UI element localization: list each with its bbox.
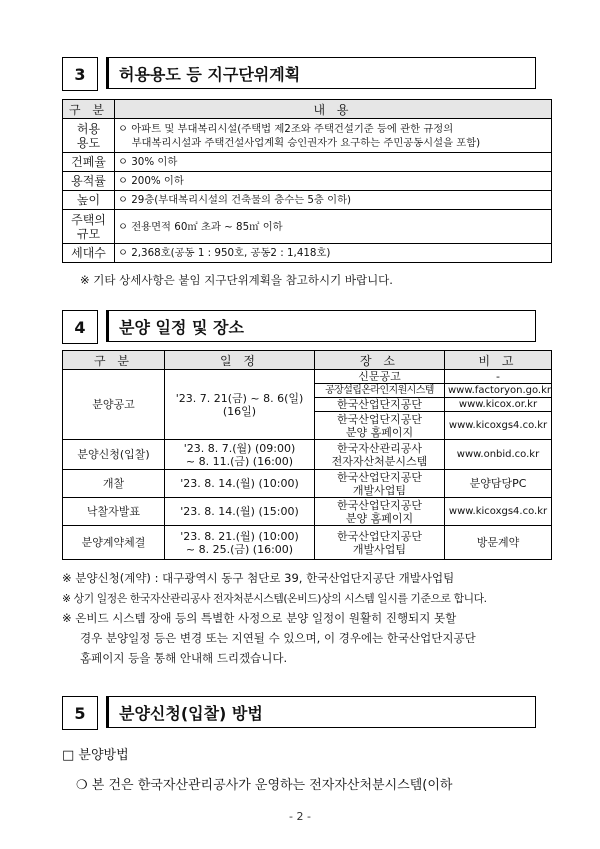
row-label: 용적률 (63, 172, 115, 191)
row-content: ㅇ 아파트 및 부대복리시설(주택법 제2조와 주택건설기준 등에 관한 규정의 부대복리시설과 주택건설사업계획 승인권자가 요구하는 주민공동시설을 포함) (115, 119, 552, 153)
subheading: □ 분양방법 (62, 748, 129, 763)
table-header-row (63, 100, 552, 119)
row-label: 분양계약체결 (63, 526, 165, 560)
row-content: ㅇ 29층(부대복리시설의 건축물의 층수는 5층 이하) (115, 191, 552, 210)
header-place: 장 소 (315, 351, 445, 370)
header-note: 비 고 (445, 351, 552, 370)
section-title: 분양신청(입찰) 방법 (106, 696, 536, 728)
row-label: 주택의 규모 (63, 210, 115, 244)
row-place: 한국산업단지공단 분양 홈페이지 (315, 498, 445, 526)
schedule-note: ※ 상기 일정은 한국자산관리공사 전자처분시스템(온비드)상의 시스템 일시를 기준으로 합니다. (62, 592, 487, 605)
row-label: 세대수 (63, 244, 115, 263)
section-title: 분양 일정 및 장소 (106, 310, 536, 342)
section-3-note: ※ 기타 상세사항은 붙임 지구단위계획을 참고하시기 바랍니다. (80, 273, 393, 287)
section-4-header (62, 310, 536, 344)
table-row (63, 498, 552, 526)
schedule-note: ※ 온비드 시스템 장애 등의 특별한 사정으로 분양 일정이 원활히 진행되지 못할 (62, 611, 457, 625)
header-content: 내 용 (115, 100, 552, 119)
schedule-note: 홈페이지 등을 통해 안내해 드리겠습니다. (80, 651, 288, 665)
section-number: 4 (62, 310, 98, 344)
table-row (63, 470, 552, 498)
table-row (63, 191, 552, 210)
header-schedule: 일 정 (165, 351, 315, 370)
row-date: '23. 8. 14.(월) (15:00) (165, 498, 315, 526)
row-note: www.factoryon.go.kr (445, 384, 552, 398)
row-label: 높이 (63, 191, 115, 210)
table-row (63, 244, 552, 263)
row-place: 공장설립온라인지원시스템 (315, 384, 445, 398)
land-use-table (62, 99, 552, 263)
row-note: 방문계약 (445, 526, 552, 560)
table-row (63, 440, 552, 470)
section-5-header (62, 696, 536, 730)
row-label: 개찰 (63, 470, 165, 498)
table-row (63, 210, 552, 244)
row-date: '23. 7. 21(금) ~ 8. 6(일) (16일) (165, 370, 315, 440)
table-header-row (63, 351, 552, 370)
section-number: 5 (62, 696, 98, 730)
row-content: ㅇ 200% 이하 (115, 172, 552, 191)
row-place: 한국산업단지공단 (315, 398, 445, 412)
section-number: 3 (62, 57, 98, 91)
body-line: ❍ 본 건은 한국자산관리공사가 운영하는 전자자산처분시스템(이하 (76, 778, 453, 793)
row-label: 허용 용도 (63, 119, 115, 153)
row-note: - (445, 370, 552, 384)
row-note: www.kicoxgs4.co.kr (445, 498, 552, 526)
row-label: 분양신청(입찰) (63, 440, 165, 470)
table-row (63, 172, 552, 191)
page-number: - 2 - (289, 810, 311, 823)
row-note: 분양담당PC (445, 470, 552, 498)
row-content: ㅇ 2,368호(공동 1 : 950호, 공동2 : 1,418호) (115, 244, 552, 263)
row-content: ㅇ 30% 이하 (115, 153, 552, 172)
row-date: '23. 8. 7.(월) (09:00) ~ 8. 11.(금) (16:00) (165, 440, 315, 470)
row-place: 한국자산관리공사 전자자산처분시스템 (315, 440, 445, 470)
row-date: '23. 8. 21.(월) (10:00) ~ 8. 25.(금) (16:00) (165, 526, 315, 560)
row-place: 한국산업단지공단 개발사업팀 (315, 526, 445, 560)
schedule-note: 경우 분양일정 등은 변경 또는 지연될 수 있으며, 이 경우에는 한국산업단지공단 (80, 631, 476, 645)
row-label: 낙찰자발표 (63, 498, 165, 526)
row-date: '23. 8. 14.(월) (10:00) (165, 470, 315, 498)
row-note: www.kicox.or.kr (445, 398, 552, 412)
row-place: 한국산업단지공단 개발사업팀 (315, 470, 445, 498)
section-title: 허용용도 등 지구단위계획 (106, 57, 536, 89)
table-row (63, 153, 552, 172)
schedule-note: ※ 분양신청(계약) : 대구광역시 동구 첨단로 39, 한국산업단지공단 개발사업팀 (62, 571, 455, 585)
table-row (63, 119, 552, 153)
table-row (63, 526, 552, 560)
row-label: 분양공고 (63, 370, 165, 440)
row-note: www.onbid.co.kr (445, 440, 552, 470)
row-content: ㅇ 전용면적 60㎡ 초과 ~ 85㎡ 이하 (115, 210, 552, 244)
row-place: 한국산업단지공단 분양 홈페이지 (315, 412, 445, 440)
row-note: www.kicoxgs4.co.kr (445, 412, 552, 440)
section-3-header (62, 57, 536, 91)
row-place: 신문공고 (315, 370, 445, 384)
row-label: 건폐율 (63, 153, 115, 172)
header-category: 구 분 (63, 100, 115, 119)
table-row (63, 370, 552, 384)
header-category: 구 분 (63, 351, 165, 370)
schedule-table (62, 350, 552, 560)
